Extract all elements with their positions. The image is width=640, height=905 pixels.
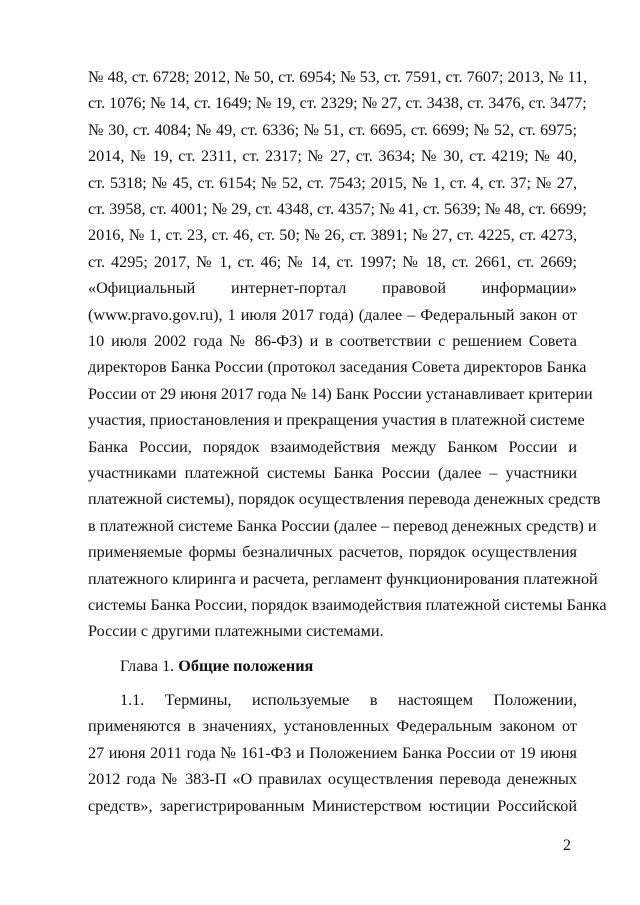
text-line: ст. 3958, ст. 4001; № 29, ст. 4348, ст. 4357; № 41, ст. 5639; № 48, ст. 6699; [88,200,587,218]
text-line: 10 июля 2002 года № 86-ФЗ) и в соответствии с решением Совета [88,332,577,350]
text-line: 27 июня 2011 года № 161-ФЗ и Положением Банка России от 19 июня [88,743,577,762]
text-line: «Официальный интернет-портал правовой информации» [88,279,577,298]
text-line: платежного клиринга и расчета, регламент функционирования платежной [88,569,598,588]
page-number: 2 [563,837,571,854]
text-line: Банка России, порядок взаимодействия между Банком России и [88,437,577,456]
text-line: директоров Банка России (протокол заседания Совета директоров Банка [88,358,587,377]
text-line: 2014, № 19, ст. 2311, ст. 2317; № 27, ст. 3634; № 30, ст. 4219; № 40, [88,147,577,166]
text-line: 2016, № 1, ст. 23, ст. 46, ст. 50; № 26, ст. 3891; № 27, ст. 4225, ст. 4273, [88,226,577,245]
text-line: средств», зарегистрированным Министерством юстиции Российской [88,796,577,815]
text-line: 2012 года № 383-П «О правилах осуществления перевода денежных [88,770,577,789]
text-line: платежной системы), порядок осуществления перевода денежных средств [88,490,601,509]
chapter-heading [120,656,313,676]
chapter-title: Общие положения [178,657,314,675]
text-line: 1.1. Термины, используемые в настоящем Положении, [120,691,577,709]
text-line: ст. 1076; № 14, ст. 1649; № 19, ст. 2329; № 27, ст. 3438, ст. 3476, ст. 3477; [88,94,587,113]
text-line: участия, приостановления и прекращения участия в платежной системе [88,411,585,430]
text-line: участниками платежной системы Банка России (далее – участники [88,464,577,482]
text-line: № 30, ст. 4084; № 49, ст. 6336; № 51, ст. 6695, ст. 6699; № 52, ст. 6975; [88,120,577,139]
text-line: системы Банка России, порядок взаимодействия платежной системы Банка [88,596,607,614]
text-line: применяются в значениях, установленных Федеральным законом от [88,717,577,736]
text-line: в платежной системе Банка России (далее – перевод денежных средств) и [88,516,597,535]
text-line: ст. 5318; № 45, ст. 6154; № 52, ст. 7543; 2015, № 1, ст. 4, ст. 37; № 27, [88,173,577,192]
text-line: (www.pravo.gov.ru), 1 июля 2017 года) (далее – Федеральный закон от [88,305,577,324]
text-line: России от 29 июня 2017 года № 14) Банк России устанавливает критерии [88,384,593,403]
text-line: ст. 4295; 2017, № 1, ст. 46; № 14, ст. 1997; № 18, ст. 2661, ст. 2669; [88,252,577,271]
text-line: применяемые формы безналичных расчетов, порядок осуществления [88,543,577,562]
text-line: России с другими платежными системами. [88,622,384,641]
chapter-prefix: Глава 1. [120,657,179,675]
text-line: № 48, ст. 6728; 2012, № 50, ст. 6954; № 53, ст. 7591, ст. 7607; 2013, № 11, [88,68,588,86]
